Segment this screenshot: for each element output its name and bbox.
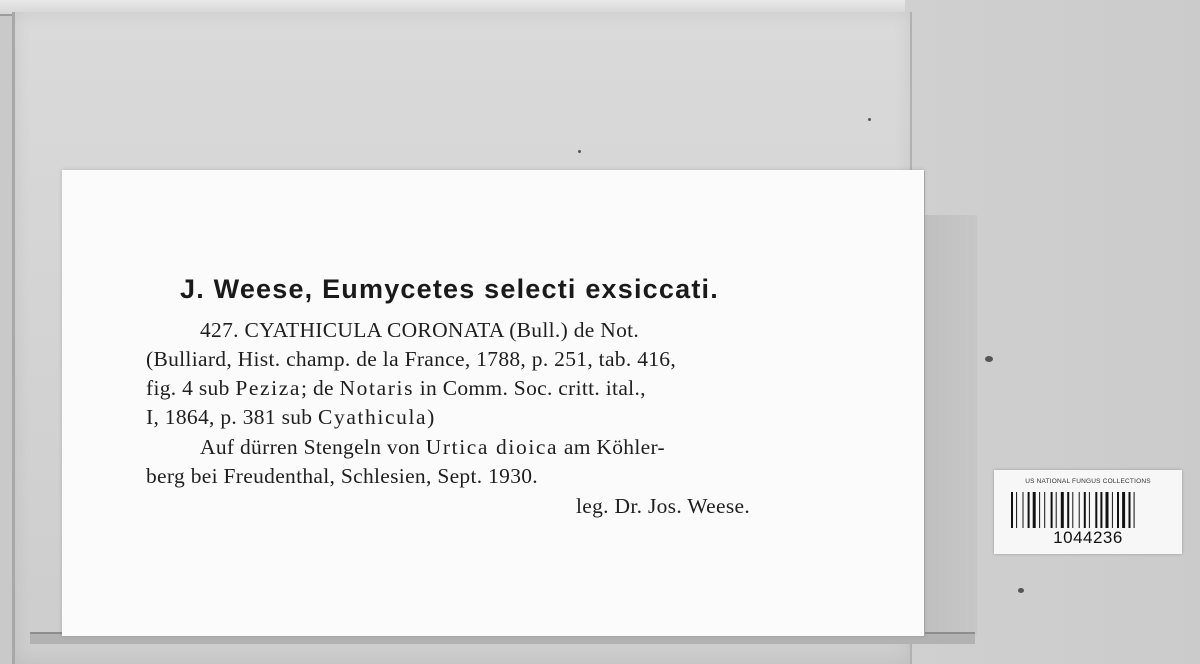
barcode-bar (1095, 492, 1097, 528)
label-line-substrate (200, 435, 665, 460)
barcode-bar (1100, 492, 1102, 528)
barcode-bar (1129, 492, 1131, 528)
barcode-bar (1056, 492, 1057, 528)
label-text: ) (427, 405, 435, 429)
barcode-bar (1106, 492, 1109, 528)
label-title: J. Weese, Eumycetes selecti exsiccati. (180, 274, 719, 304)
barcode-bar (1084, 492, 1086, 528)
barcode-bar (1011, 492, 1013, 528)
label-text: I, 1864, p. 381 sub (146, 405, 319, 429)
label-text: Notaris (339, 376, 415, 400)
label-line-collector: leg. Dr. Jos. Weese. (576, 494, 751, 518)
label-text: ; de (301, 376, 340, 400)
label-text: Urtica dioica (425, 435, 559, 459)
specimen-label (62, 170, 924, 636)
speck (578, 150, 581, 153)
barcode-header: US NATIONAL FUNGUS COLLECTIONS (1025, 478, 1151, 485)
barcode-bar (1122, 492, 1125, 528)
label-line-citation-2 (146, 376, 646, 401)
barcode-bar (1089, 492, 1090, 528)
speck (868, 118, 871, 121)
barcode-number: 1044236 (1053, 528, 1123, 547)
label-text: Peziza (235, 376, 302, 400)
barcode-bar (1079, 492, 1080, 528)
barcode-bar (1039, 492, 1040, 528)
barcode-icon (1009, 492, 1167, 528)
label-text: in Comm. Soc. critt. ital., (414, 376, 646, 400)
barcode-bar (1033, 492, 1036, 528)
barcode-bar (1117, 492, 1119, 528)
label-line-citation-1: (Bulliard, Hist. champ. de la France, 1788, p. 251, tab. 416, (146, 347, 677, 371)
label-text: Cyathicula (318, 405, 428, 429)
label-line-locality: berg bei Freudenthal, Schlesien, Sept. 1930. (146, 464, 538, 488)
barcode-bar (1067, 492, 1069, 528)
barcode-bar (1061, 492, 1064, 528)
label-line-taxon: 427. CYATHICULA CORONATA (Bull.) de Not. (200, 318, 640, 342)
label-line-citation-3 (146, 405, 435, 430)
label-text: Auf dürren Stengeln von (200, 435, 426, 459)
barcode-label (994, 470, 1182, 554)
speck (985, 356, 993, 362)
barcode-bar (1044, 492, 1045, 528)
label-text: am Köhler- (558, 435, 665, 459)
barcode-bar (1016, 492, 1017, 528)
barcode-bar (1112, 492, 1113, 528)
barcode-bar (1072, 492, 1073, 528)
barcode-bar (1028, 492, 1030, 528)
barcode-bar (1134, 492, 1135, 528)
barcode-bar (1023, 492, 1024, 528)
label-text: fig. 4 sub (146, 376, 236, 400)
barcode-bar (1051, 492, 1053, 528)
speck (1018, 588, 1024, 593)
